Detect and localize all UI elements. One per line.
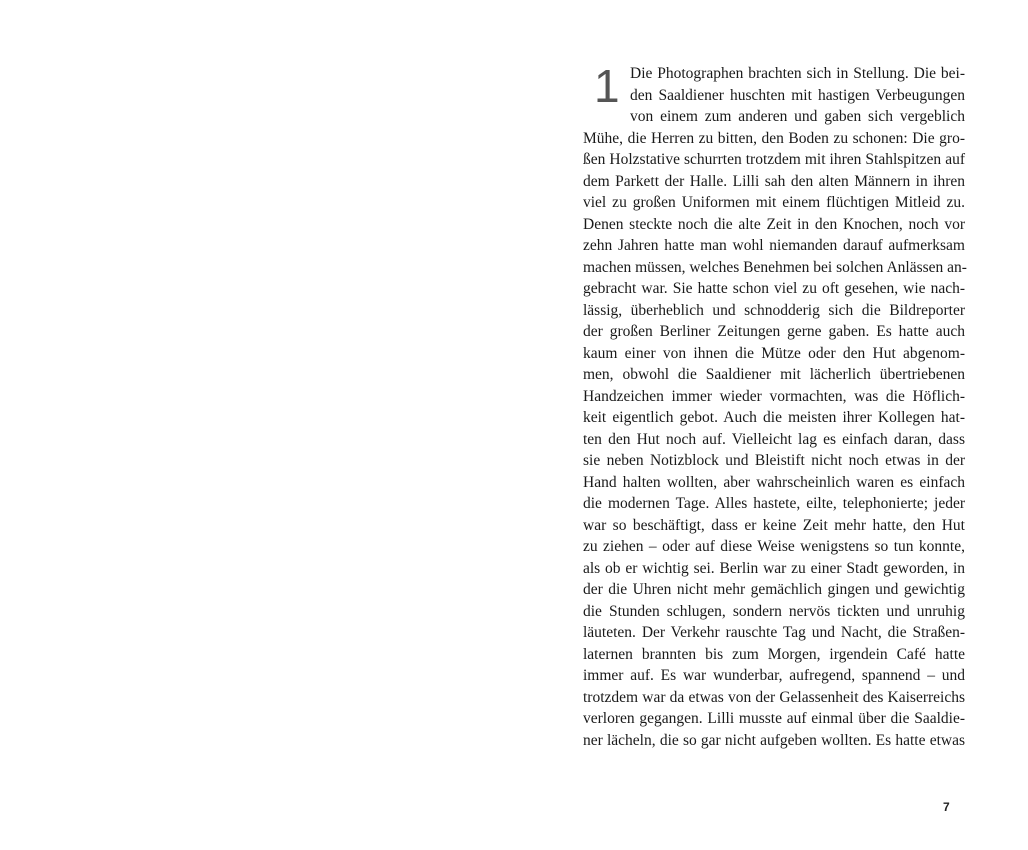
text-line: Die Photographen brachten sich in Stellung. Die bei- bbox=[630, 65, 965, 82]
text-line: dem Parkett der Halle. Lilli sah den alten Männern in ihren bbox=[583, 172, 965, 190]
text-line: die modernen Tage. Alles hastete, eilte, telephonierte; jeder bbox=[583, 495, 965, 512]
body-text bbox=[583, 63, 965, 751]
text-line: viel zu großen Uniformen mit einem flüchtigen Mitleid zu. bbox=[583, 194, 965, 211]
text-line: Hand halten wollten, aber wahrscheinlich waren es einfach bbox=[583, 473, 965, 491]
text-line: immer auf. Es war wunderbar, aufregend, spannend – und bbox=[583, 667, 965, 684]
text-line: ner lächeln, die so gar nicht aufgeben wollten. Es hatte etwas bbox=[583, 731, 965, 749]
text-line: Mühe, die Herren zu bitten, den Boden zu schonen: Die gro- bbox=[583, 129, 965, 147]
text-line: laternen brannten bis zum Morgen, irgendein Café hatte bbox=[583, 645, 965, 663]
text-line: der die Uhren nicht mehr gemächlich gingen und gewichtig bbox=[583, 581, 965, 598]
text-line: der großen Berliner Zeitungen gerne gaben. Es hatte auch bbox=[583, 323, 965, 340]
text-line: läuteten. Der Verkehr rauschte Tag und Nacht, die Straßen- bbox=[583, 624, 965, 641]
text-line: ten den Hut noch auf. Vielleicht lag es einfach daran, dass bbox=[583, 430, 965, 448]
page-number: 7 bbox=[943, 800, 950, 814]
text-line: Denen steckte noch die alte Zeit in den Knochen, noch vor bbox=[583, 215, 965, 233]
text-line: zu ziehen – oder auf diese Weise wenigstens so tun konnte, bbox=[583, 538, 965, 555]
text-line: den Saaldiener huschten mit hastigen Verbeugungen bbox=[630, 86, 965, 104]
text-line: kaum einer von ihnen die Mütze oder den Hut abgenom- bbox=[583, 344, 965, 362]
text-line: ßen Holzstative schurrten trotzdem mit ihren Stahlspitzen auf bbox=[583, 151, 965, 168]
text-line: war so beschäftigt, dass er keine Zeit mehr hatte, den Hut bbox=[583, 516, 965, 534]
text-line: machen müssen, welches Benehmen bei solchen Anlässen an- bbox=[583, 258, 967, 276]
text-line: trotzdem war da etwas von der Gelassenheit des Kaiserreichs bbox=[583, 688, 965, 706]
text-line: Handzeichen immer wieder vormachten, was die Höflich- bbox=[583, 387, 965, 405]
text-line: als ob er wichtig sei. Berlin war zu einer Stadt geworden, in bbox=[583, 559, 965, 577]
text-line: lässig, überheblich und schnodderig sich die Bildreporter bbox=[583, 301, 965, 319]
text-line: keit eigentlich gebot. Auch die meisten ihrer Kollegen hat- bbox=[583, 409, 965, 426]
text-line: gebracht war. Sie hatte schon viel zu oft gesehen, wie nach- bbox=[583, 280, 965, 297]
text-line: sie neben Notizblock und Bleistift nicht noch etwas in der bbox=[583, 452, 965, 469]
text-line: verloren gegangen. Lilli musste auf einmal über die Saaldie- bbox=[583, 710, 965, 727]
text-line: die Stunden schlugen, sondern nervös tickten und unruhig bbox=[583, 602, 965, 620]
text-line: von einem zum anderen und gaben sich vergeblich bbox=[630, 108, 965, 125]
text-line: zehn Jahren hatte man wohl niemanden darauf aufmerksam bbox=[583, 237, 965, 254]
chapter-number: 1 bbox=[594, 60, 620, 112]
text-line: men, obwohl die Saaldiener mit lächerlich übertriebenen bbox=[583, 366, 965, 383]
